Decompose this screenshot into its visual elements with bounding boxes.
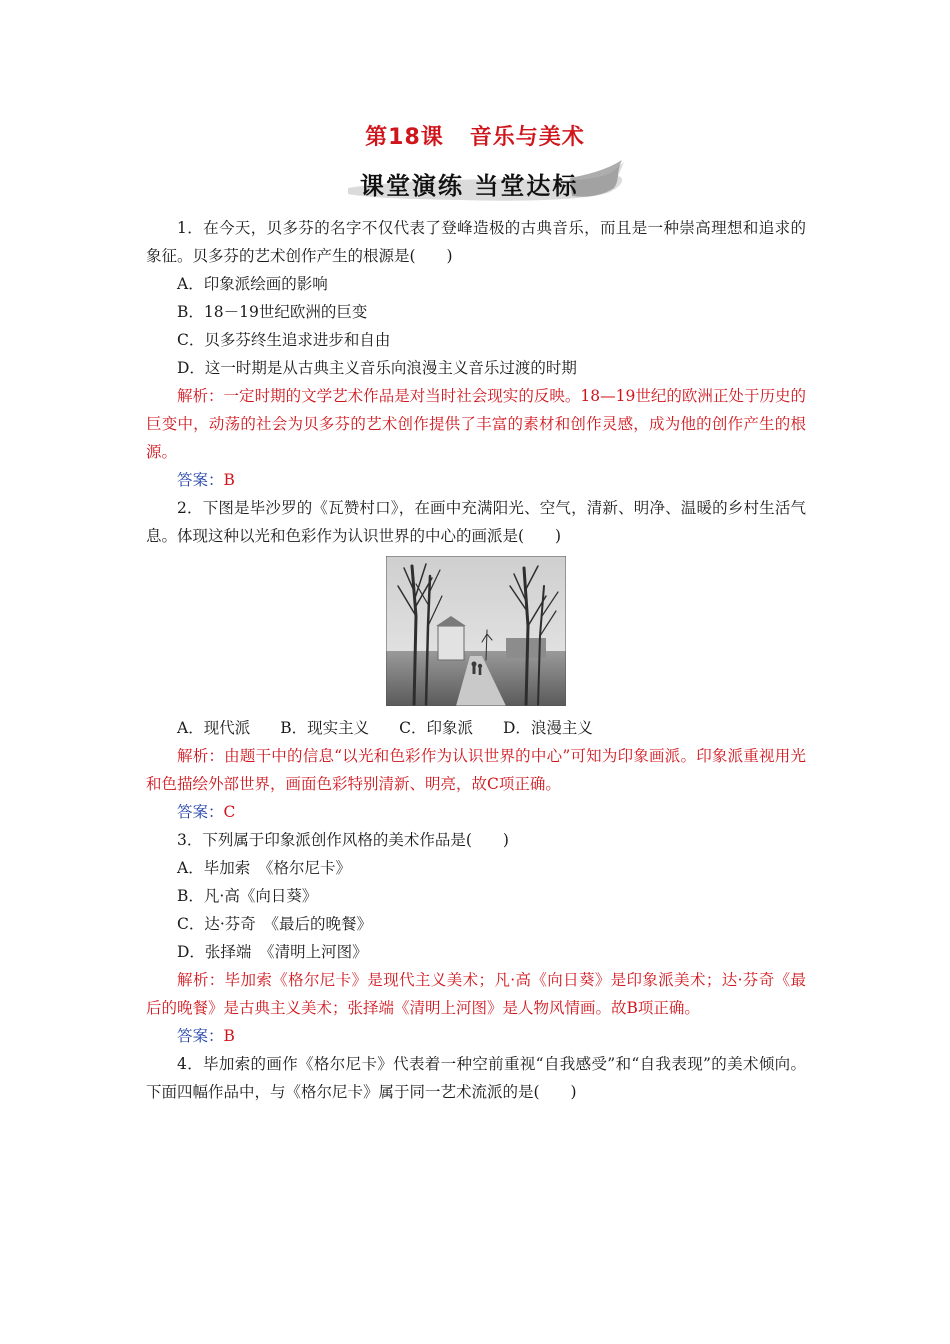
answer-label: 答案： (177, 1027, 224, 1045)
lesson-topic: 音乐与美术 (469, 125, 585, 150)
question-3-option-a: A．毕加索 《格尔尼卡》 (177, 859, 351, 877)
question-content (146, 214, 806, 1106)
question-3-stem: 3．下列属于印象派创作风格的美术作品是( ) (177, 831, 509, 849)
question-2-stem: 2．下图是毕沙罗的《瓦赞村口》，在画中充满阳光、空气，清新、明净、温暖的乡村生活气息。体现这种以光和色彩作为认识世界的中心的画派是( ) (146, 499, 806, 545)
question-3-analysis (146, 966, 806, 1022)
analysis-text: 毕加索《格尔尼卡》是现代主义美术；凡·高《向日葵》是印象派美术；达·芬奇《最后的晚餐》是古典主义美术；张择端《清明上河图》是人物风情画。故B项正确。 (146, 971, 806, 1017)
lesson-number: 第18课 (365, 125, 444, 150)
question-1-option-d: D．这一时期是从古典主义音乐向浪漫主义音乐过渡的时期 (177, 359, 577, 377)
analysis-label: 解析： (177, 747, 225, 765)
painting-figure (146, 556, 806, 710)
analysis-text: 由题干中的信息“以光和色彩作为认识世界的中心”可知为印象画派。印象派重视用光和色描绘外部世界，画面色彩特别清新、明亮，故C项正确。 (146, 747, 806, 793)
question-1-answer (146, 466, 806, 494)
question-3-answer (146, 1022, 806, 1050)
answer-label: 答案： (177, 471, 224, 489)
question-3-option-c: C．达·芬奇 《最后的晚餐》 (177, 915, 373, 933)
question-1-option-c: C．贝多芬终生追求进步和自由 (177, 331, 391, 349)
question-2-option-b: B．现实主义 (280, 719, 370, 737)
question-2-option-c: C．印象派 (399, 719, 473, 737)
question-2-answer (146, 798, 806, 826)
question-3-option-b: B．凡·高《向日葵》 (177, 887, 318, 905)
question-2-option-a: A．现代派 (177, 719, 251, 737)
answer-value: B (223, 1027, 235, 1045)
analysis-label: 解析： (177, 971, 225, 989)
section-banner (340, 158, 630, 206)
question-4-stem: 4．毕加索的画作《格尔尼卡》代表着一种空前重视“自我感受”和“自我表现”的美术倾向。下面四幅作品中，与《格尔尼卡》属于同一艺术流派的是( ) (146, 1055, 806, 1101)
answer-value: C (223, 803, 236, 821)
question-1-analysis (146, 382, 806, 466)
question-3-option-d: D．张择端 《清明上河图》 (177, 943, 368, 961)
question-2-option-d: D．浪漫主义 (502, 719, 593, 737)
analysis-label: 解析： (177, 387, 224, 405)
question-2-analysis (146, 742, 806, 798)
question-1-option-b: B．18－19世纪欧洲的巨变 (177, 303, 368, 321)
answer-label: 答案： (177, 803, 224, 821)
answer-value: B (223, 471, 235, 489)
village-painting-image (386, 556, 566, 706)
question-1-option-a: A．印象派绘画的影响 (177, 275, 328, 293)
analysis-text: 一定时期的文学艺术作品是对当时社会现实的反映。18—19世纪的欧洲正处于历史的巨变中，动荡的社会为贝多芬的艺术创作提供了丰富的素材和创作灵感，成为他的创作产生的根源。 (146, 387, 806, 461)
lesson-title (0, 120, 950, 151)
banner-text: 课堂演练 当堂达标 (360, 172, 579, 200)
question-1-stem: 1．在今天，贝多芬的名字不仅代表了登峰造极的古典音乐，而且是一种崇高理想和追求的象征。贝多芬的艺术创作产生的根源是( ) (146, 219, 806, 265)
question-2-options (146, 714, 806, 742)
